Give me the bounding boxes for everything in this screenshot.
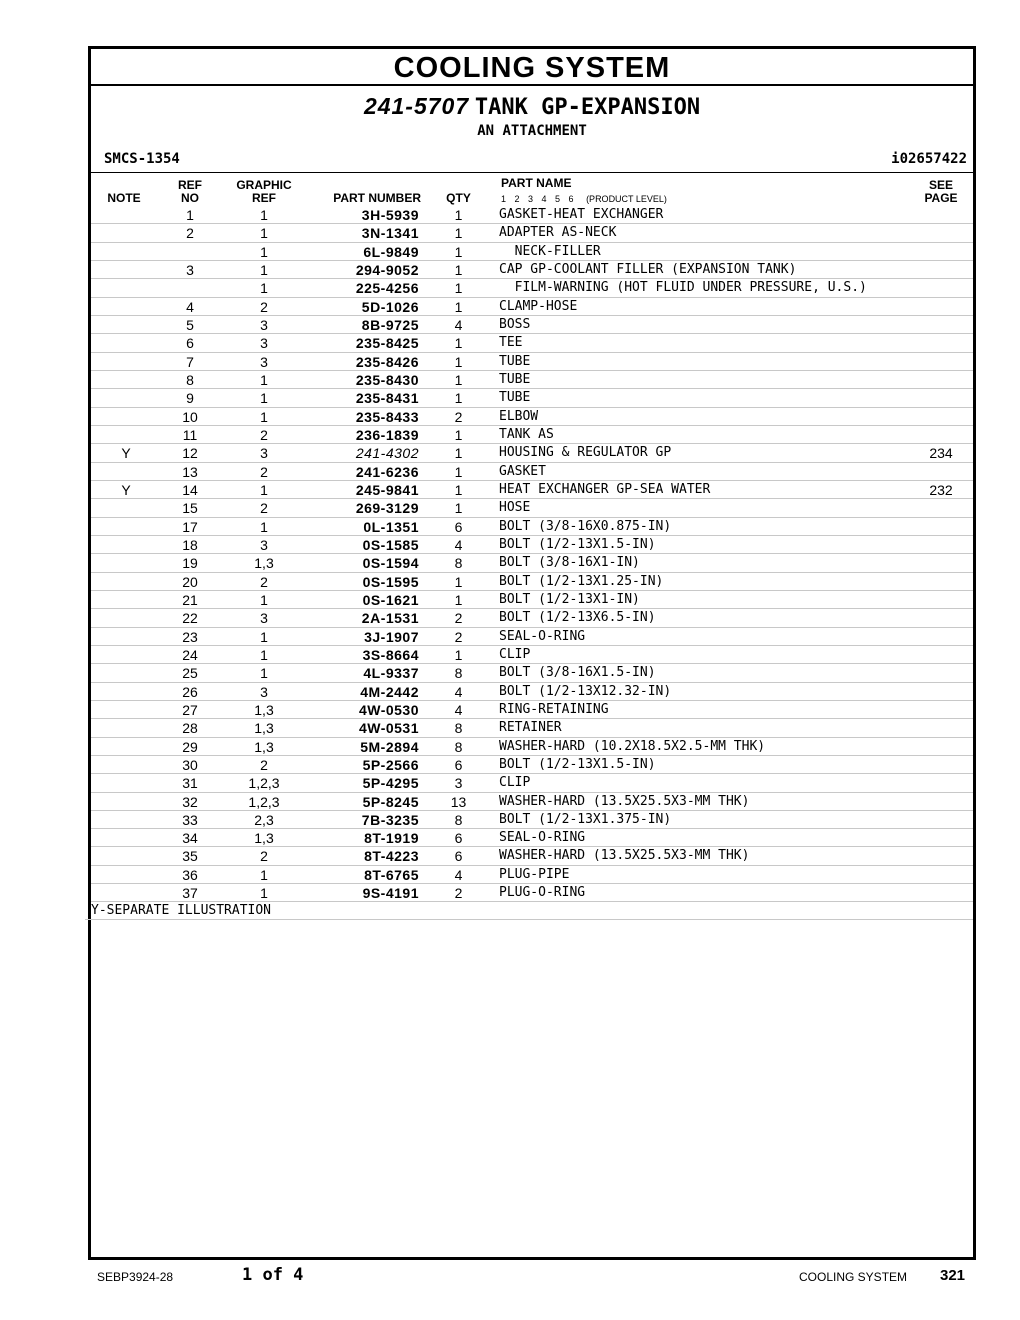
table-row: [91, 554, 973, 572]
cell-part: 0S-1585: [362, 536, 419, 553]
cell-part: 7B-3235: [361, 811, 419, 828]
cell-name: BOLT (1/2-13X1.375-IN): [499, 811, 672, 827]
table-row: [91, 738, 973, 756]
header-ref-bottom: NO: [181, 191, 199, 205]
cell-qty: 6: [454, 848, 463, 865]
cell-part: 3J-1907: [364, 628, 419, 645]
cell-note: Y: [121, 445, 131, 462]
table-row: [91, 683, 973, 701]
table-row: [91, 444, 973, 462]
cell-part: 9S-4191: [362, 885, 419, 902]
cell-part: 235-8425: [355, 335, 419, 352]
cell-ref: 21: [182, 591, 198, 608]
cell-ref: 11: [182, 426, 198, 443]
cell-graphic: 1: [260, 628, 268, 645]
cell-graphic: 3: [260, 445, 268, 462]
cell-graphic: 3: [260, 353, 268, 370]
cell-name: GASKET-HEAT EXCHANGER: [499, 207, 664, 222]
table-row: [91, 536, 973, 554]
cell-ref: 35: [182, 848, 198, 865]
cell-ref: 18: [182, 536, 198, 553]
cell-graphic: 1: [260, 280, 268, 297]
cell-part: 235-8426: [355, 353, 419, 370]
cell-ref: 22: [182, 610, 198, 627]
table-row: [91, 426, 973, 444]
cell-graphic: 1: [260, 261, 268, 278]
cell-ref: 20: [182, 573, 198, 590]
cell-name: BOSS: [499, 316, 531, 332]
cell-ref: 5: [186, 316, 194, 333]
cell-ref: 36: [182, 866, 198, 883]
cell-part: 235-8430: [355, 371, 419, 388]
header-divider: [91, 172, 973, 173]
cell-qty: 1: [454, 298, 463, 315]
cell-name: PLUG-PIPE: [499, 866, 570, 882]
cell-graphic: 1: [260, 665, 268, 682]
cell-name: SEAL-O-RING: [499, 830, 586, 846]
cell-qty: 1: [454, 481, 463, 498]
cell-part: 269-3129: [355, 500, 419, 517]
product-level-numbers: 1 2 3 4 5 6: [501, 194, 574, 204]
table-row: [91, 499, 973, 517]
product-level-label: (PRODUCT LEVEL): [586, 194, 667, 204]
cell-name: TUBE: [499, 371, 531, 387]
cell-ref: 14: [182, 481, 198, 498]
product-levels: [501, 194, 667, 204]
header-graphic-bottom: REF: [252, 191, 276, 205]
header-see-bottom: PAGE: [924, 191, 958, 205]
cell-qty: 6: [454, 756, 463, 773]
cell-qty: 8: [454, 811, 463, 828]
cell-part: 0S-1595: [362, 573, 419, 590]
table-row: [91, 866, 973, 884]
cell-qty: 1: [454, 371, 463, 388]
cell-graphic: 1,2,3: [248, 793, 280, 810]
cell-graphic: 1,3: [254, 555, 274, 572]
cell-ref: 32: [182, 793, 198, 810]
cell-ref: 31: [182, 775, 198, 792]
cell-graphic: 1,3: [254, 701, 274, 718]
cell-name: HEAT EXCHANGER GP-SEA WATER: [499, 481, 711, 497]
cell-graphic: 3: [260, 683, 268, 700]
cell-graphic: 1: [260, 866, 268, 883]
cell-note: Y: [121, 481, 131, 498]
cell-see: 232: [929, 481, 953, 498]
table-row: [91, 316, 973, 334]
table-row: [91, 206, 973, 224]
cell-part: 3S-8664: [362, 646, 419, 663]
cell-qty: 2: [454, 628, 463, 645]
cell-part: 8B-9725: [361, 316, 419, 333]
cell-part: 2A-1531: [361, 610, 419, 627]
cell-graphic: 2: [260, 756, 268, 773]
cell-name: BOLT (3/8-16X1-IN): [499, 555, 640, 571]
table-row: [91, 774, 973, 792]
cell-graphic: 1: [260, 885, 268, 902]
cell-name: RING-RETAINING: [499, 701, 609, 717]
cell-qty: 1: [454, 463, 463, 480]
cell-name: ELBOW: [499, 408, 539, 424]
cell-graphic: 1: [260, 481, 268, 498]
cell-qty: 4: [454, 701, 463, 718]
cell-ref: 24: [182, 646, 198, 663]
cell-ref: 1: [186, 207, 194, 223]
cell-ref: 33: [182, 811, 198, 828]
cell-name: PLUG-O-RING: [499, 885, 586, 901]
cell-ref: 27: [182, 701, 198, 718]
cell-name: BOLT (1/2-13X1.5-IN): [499, 536, 656, 552]
footer-doc-id: SEBP3924-28: [97, 1270, 174, 1284]
cell-ref: 8: [186, 371, 194, 388]
cell-ref: 15: [182, 500, 198, 517]
cell-part: 0S-1594: [362, 555, 419, 572]
cell-name: BOLT (3/8-16X1.5-IN): [499, 665, 656, 681]
table-row: [91, 847, 973, 865]
smcs-code: SMCS-1354: [104, 151, 180, 167]
cell-graphic: 2: [260, 573, 268, 590]
cell-qty: 1: [454, 280, 463, 297]
cell-part: 245-9841: [355, 481, 419, 498]
cell-name: BOLT (1/2-13X1-IN): [499, 591, 640, 607]
cell-graphic: 1,2,3: [248, 775, 280, 792]
cell-name: BOLT (1/2-13X1.25-IN): [499, 573, 664, 589]
cell-name: RETAINER: [499, 720, 562, 736]
cell-qty: 8: [454, 555, 463, 572]
page-frame: [88, 46, 976, 1260]
cell-graphic: 1: [260, 591, 268, 608]
cell-part: 3H-5939: [361, 207, 419, 223]
cell-ref: 6: [186, 335, 194, 352]
cell-qty: 1: [454, 390, 463, 407]
cell-ref: 23: [182, 628, 198, 645]
table-row: [91, 481, 973, 499]
cell-ref: 30: [182, 756, 198, 773]
parts-table: [91, 206, 973, 920]
cell-qty: 1: [454, 591, 463, 608]
cell-graphic: 1: [260, 243, 268, 260]
header-note: NOTE: [107, 191, 141, 205]
table-row: [91, 701, 973, 719]
cell-qty: 2: [454, 408, 463, 425]
cell-part: 8T-6765: [364, 866, 419, 883]
cell-name: CLAMP-HOSE: [499, 298, 578, 314]
cell-name: BOLT (1/2-13X6.5-IN): [499, 610, 656, 626]
group-description: TANK GP-EXPANSION: [474, 95, 701, 120]
cell-name: CLIP: [499, 775, 531, 791]
table-row: [91, 591, 973, 609]
cell-part: 3N-1341: [361, 225, 419, 242]
cell-graphic: 1,3: [254, 738, 274, 755]
footer-page-number: 321: [940, 1267, 966, 1284]
cell-part: 0S-1621: [362, 591, 419, 608]
cell-part: 235-8431: [355, 390, 419, 407]
group-title: [91, 93, 973, 120]
cell-name: TUBE: [499, 353, 531, 369]
cell-graphic: 1: [260, 390, 268, 407]
cell-ref: 13: [182, 463, 198, 480]
cell-name: FILM-WARNING (HOT FLUID UNDER PRESSURE, U.S.): [499, 280, 867, 296]
cell-ref: 9: [186, 390, 194, 407]
cell-qty: 6: [454, 830, 463, 847]
cell-ref: 7: [186, 353, 194, 370]
cell-qty: 1: [454, 353, 463, 370]
table-row: [91, 628, 973, 646]
cell-name: GASKET: [499, 463, 546, 479]
table-row: [91, 298, 973, 316]
cell-ref: 37: [182, 885, 198, 902]
cell-graphic: 1: [260, 371, 268, 388]
table-row: [91, 664, 973, 682]
table-row: [91, 793, 973, 811]
cell-graphic: 2: [260, 298, 268, 315]
cell-graphic: 3: [260, 335, 268, 352]
cell-name: NECK-FILLER: [499, 243, 601, 259]
cell-ref: 28: [182, 720, 198, 737]
cell-graphic: 1: [260, 646, 268, 663]
cell-part: 6L-9849: [363, 243, 419, 260]
cell-part: 8T-4223: [364, 848, 419, 865]
table-row: [91, 408, 973, 426]
cell-ref: 17: [182, 518, 198, 535]
cell-name: WASHER-HARD (13.5X25.5X3-MM THK): [499, 793, 750, 809]
cell-part: 4W-0530: [358, 701, 419, 718]
cell-graphic: 1: [260, 518, 268, 535]
cell-qty: 4: [454, 536, 463, 553]
illustration-id: i02657422: [891, 151, 967, 167]
cell-graphic: 2: [260, 426, 268, 443]
cell-qty: 2: [454, 885, 463, 902]
footnote: Y-SEPARATE ILLUSTRATION: [85, 902, 973, 920]
attachment-label: AN ATTACHMENT: [477, 123, 587, 139]
footer-page-of: 1 of 4: [242, 1265, 304, 1285]
cell-graphic: 2,3: [254, 811, 274, 828]
cell-ref: 19: [182, 555, 198, 572]
table-row: [91, 463, 973, 481]
group-part-number: 241-5707: [363, 93, 470, 119]
cell-graphic: 1: [260, 207, 268, 223]
cell-name: BOLT (1/2-13X1.5-IN): [499, 756, 656, 772]
cell-part: 241-6236: [355, 463, 419, 480]
table-row: [91, 646, 973, 664]
cell-part: 236-1839: [355, 426, 419, 443]
cell-qty: 1: [454, 225, 463, 242]
cell-name: WASHER-HARD (10.2X18.5X2.5-MM THK): [499, 738, 766, 754]
section-title: COOLING SYSTEM: [91, 49, 973, 86]
cell-qty: 8: [454, 720, 463, 737]
header-part-number: PART NUMBER: [333, 191, 421, 205]
cell-name: TANK AS: [499, 426, 554, 442]
cell-ref: 3: [186, 261, 194, 278]
cell-ref: 26: [182, 683, 198, 700]
table-row: [91, 518, 973, 536]
cell-name: CLIP: [499, 646, 531, 662]
cell-part: 5P-2566: [362, 756, 419, 773]
header-graphic-top: GRAPHIC: [236, 178, 292, 192]
cell-qty: 2: [454, 610, 463, 627]
cell-ref: 10: [182, 408, 198, 425]
cell-graphic: 3: [260, 610, 268, 627]
cell-part: 4W-0531: [358, 720, 419, 737]
table-row: [91, 371, 973, 389]
cell-ref: 2: [186, 225, 194, 242]
cell-graphic: 1: [260, 408, 268, 425]
table-row: [91, 334, 973, 352]
header-ref-top: REF: [178, 178, 202, 192]
cell-qty: 1: [454, 573, 463, 590]
cell-graphic: 2: [260, 500, 268, 517]
cell-see: 234: [929, 445, 953, 462]
cell-qty: 4: [454, 683, 463, 700]
cell-name: BOLT (3/8-16X0.875-IN): [499, 518, 672, 534]
table-row: [91, 811, 973, 829]
table-row: [91, 719, 973, 737]
header-qty: QTY: [446, 191, 471, 205]
cell-name: BOLT (1/2-13X12.32-IN): [499, 683, 672, 699]
cell-part: 8T-1919: [364, 830, 419, 847]
cell-qty: 1: [454, 335, 463, 352]
cell-qty: 3: [454, 775, 463, 792]
cell-graphic: 2: [260, 463, 268, 480]
cell-part: 235-8433: [355, 408, 419, 425]
cell-name: WASHER-HARD (13.5X25.5X3-MM THK): [499, 848, 750, 864]
cell-graphic: 2: [260, 848, 268, 865]
cell-part: 5P-4295: [362, 775, 419, 792]
cell-name: TEE: [499, 335, 523, 351]
table-row: [91, 884, 973, 902]
table-row: [91, 756, 973, 774]
cell-qty: 1: [454, 646, 463, 663]
header-part-name: PART NAME: [501, 176, 572, 190]
cell-qty: 8: [454, 665, 463, 682]
cell-name: TUBE: [499, 390, 531, 406]
cell-part: 294-9052: [355, 261, 419, 278]
cell-part: 5P-8245: [362, 793, 419, 810]
cell-qty: 13: [450, 793, 467, 810]
cell-part: 5D-1026: [361, 298, 419, 315]
cell-part: 5M-2894: [360, 738, 419, 755]
cell-ref: 29: [182, 738, 198, 755]
cell-name: HOSE: [499, 500, 531, 516]
cell-graphic: 1,3: [254, 830, 274, 847]
cell-ref: 4: [186, 298, 194, 315]
cell-qty: 1: [454, 500, 463, 517]
cell-part: 4M-2442: [360, 683, 419, 700]
footer-section: COOLING SYSTEM: [799, 1270, 908, 1284]
cell-graphic: 1,3: [254, 720, 274, 737]
table-row: [91, 609, 973, 627]
cell-name: CAP GP-COOLANT FILLER (EXPANSION TANK): [499, 261, 797, 277]
cell-qty: 6: [454, 518, 463, 535]
cell-graphic: 3: [260, 316, 268, 333]
header-see-top: SEE: [928, 178, 953, 192]
cell-graphic: 1: [260, 225, 268, 242]
table-row: [91, 261, 973, 279]
cell-qty: 4: [454, 866, 463, 883]
cell-name: ADAPTER AS-NECK: [499, 225, 617, 241]
table-row: [91, 573, 973, 591]
cell-qty: 4: [454, 316, 463, 333]
table-row: [91, 353, 973, 371]
cell-qty: 1: [454, 243, 463, 260]
cell-name: SEAL-O-RING: [499, 628, 586, 644]
cell-ref: 25: [182, 665, 198, 682]
cell-ref: 12: [182, 445, 198, 462]
cell-qty: 1: [454, 426, 463, 443]
cell-part: 241-4302: [355, 445, 419, 462]
cell-ref: 34: [182, 830, 198, 847]
table-row: [91, 389, 973, 407]
table-row: [91, 279, 973, 297]
cell-qty: 1: [454, 261, 463, 278]
cell-name: HOUSING & REGULATOR GP: [499, 445, 672, 461]
cell-part: 4L-9337: [363, 665, 419, 682]
cell-qty: 1: [454, 445, 463, 462]
table-row: [91, 829, 973, 847]
cell-qty: 8: [454, 738, 463, 755]
table-row: [91, 224, 973, 242]
table-row: [91, 243, 973, 261]
cell-part: 0L-1351: [363, 518, 419, 535]
cell-qty: 1: [454, 207, 463, 223]
cell-graphic: 3: [260, 536, 268, 553]
cell-part: 225-4256: [355, 280, 419, 297]
